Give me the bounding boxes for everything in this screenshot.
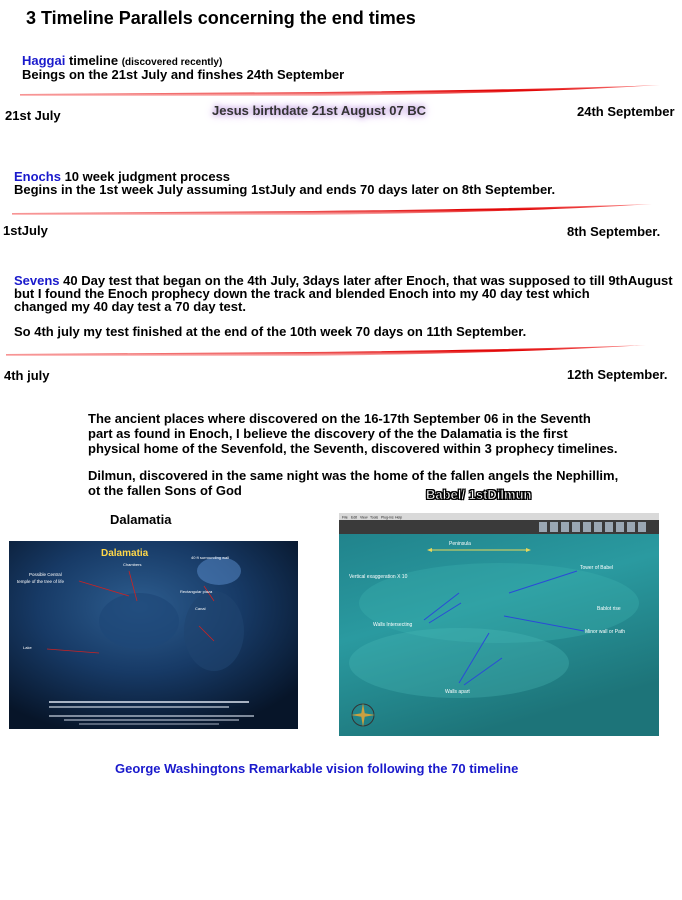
sevens-line-4: So 4th july my test finished at the end of the 10th week 70 days on 11th September. xyxy=(14,324,527,339)
babel-label: Minor wall or Path xyxy=(585,629,626,635)
dalamatia-label: Chambers xyxy=(123,562,142,567)
dalamatia-label: Rectangular plaza xyxy=(180,589,213,594)
babel-caption: Babel/ 1stDilmun xyxy=(426,487,532,502)
paragraph-line: physical home of the Sevenfold, the Seventh, discovered within 3 prophecy timelines. xyxy=(88,441,618,456)
sevens-end-date: 12th September. xyxy=(567,367,668,382)
paragraph-line: Dilmun, discovered in the same night was the home of the fallen angels the Nephillim, xyxy=(88,468,619,483)
paragraph-line: The ancient places where discovered on the 16-17th September 06 in the Seventh xyxy=(88,411,591,426)
dalamatia-image xyxy=(9,541,298,729)
babel-menu-item: Edit xyxy=(351,515,358,520)
enochs-end-date: 8th September. xyxy=(567,224,661,239)
dalamatia-label: Canal xyxy=(195,606,206,611)
haggai-description: Beings on the 21st July and finshes 24th September xyxy=(22,67,345,82)
enochs-name: Enochs xyxy=(14,169,61,184)
babel-label: Tower of Babel xyxy=(580,565,614,571)
babel-label: Walls Intersecting xyxy=(373,622,413,628)
haggai-note: (discovered recently) xyxy=(121,57,223,68)
haggai-start-date: 21st July xyxy=(5,108,61,123)
babel-label: Bablot rise xyxy=(597,606,621,612)
enochs-start-date: 1stJuly xyxy=(3,223,48,238)
enochs-timeline-bar xyxy=(12,202,652,214)
babel-menu-item: File xyxy=(342,515,348,520)
haggai-timeline-bar xyxy=(20,83,660,95)
haggai-end-date: 24th September xyxy=(577,104,675,119)
babel-menu-item: Help xyxy=(395,515,403,520)
dalamatia-label: 40 ft surrounding wall xyxy=(191,555,230,560)
sevens-start-date: 4th july xyxy=(4,368,50,383)
dalamatia-caption: Dalamatia xyxy=(110,512,172,527)
babel-label: Walls apart xyxy=(445,689,470,695)
dalamatia-label: temple of the tree of life xyxy=(17,579,65,584)
babel-menu-item: Tools xyxy=(370,515,379,520)
enochs-heading-rest: 10 week judgment process xyxy=(60,169,231,184)
dalamatia-map-title: Dalamatia xyxy=(101,548,149,559)
page-title: 3 Timeline Parallels concerning the end times xyxy=(26,8,416,28)
paragraph-line: ot the fallen Sons of God xyxy=(88,483,242,498)
babel-label: Vertical exaggeration X 10 xyxy=(349,574,408,580)
sevens-timeline-bar xyxy=(6,343,646,355)
george-washington-link[interactable]: George Washingtons Remarkable vision following the 70 timeline xyxy=(115,761,519,776)
babel-image xyxy=(339,513,659,736)
sevens-line-2: but I found the Enoch prophecy down the track and blended Enoch into my 40 day test which xyxy=(14,286,590,301)
babel-menu-item: View xyxy=(360,515,368,520)
sevens-line-3: changed my 40 day test a 70 day test. xyxy=(14,299,246,314)
enochs-description: Begins in the 1st week July assuming 1stJuly and ends 70 days later on 8th September. xyxy=(14,182,556,197)
discovery-paragraph xyxy=(88,411,618,498)
paragraph-line: part as found in Enoch, I believe the discovery of the the Dalamatia is the first xyxy=(88,426,568,441)
babel-menu-item: Plug-ins xyxy=(381,515,394,520)
sevens-heading-rest: 40 Day test that began on the 4th July, 3days later after Enoch, that was supposed to till 9thAugust xyxy=(59,273,673,288)
dalamatia-label: Possible Central xyxy=(29,572,62,577)
dalamatia-label: Lake xyxy=(23,645,32,650)
sevens-name: Sevens xyxy=(14,273,60,288)
haggai-name: Haggai xyxy=(22,53,66,68)
haggai-heading-rest: timeline xyxy=(65,53,122,68)
jesus-birthdate-label: Jesus birthdate 21st August 07 BC xyxy=(212,103,427,118)
babel-label: Peninsula xyxy=(449,541,471,547)
